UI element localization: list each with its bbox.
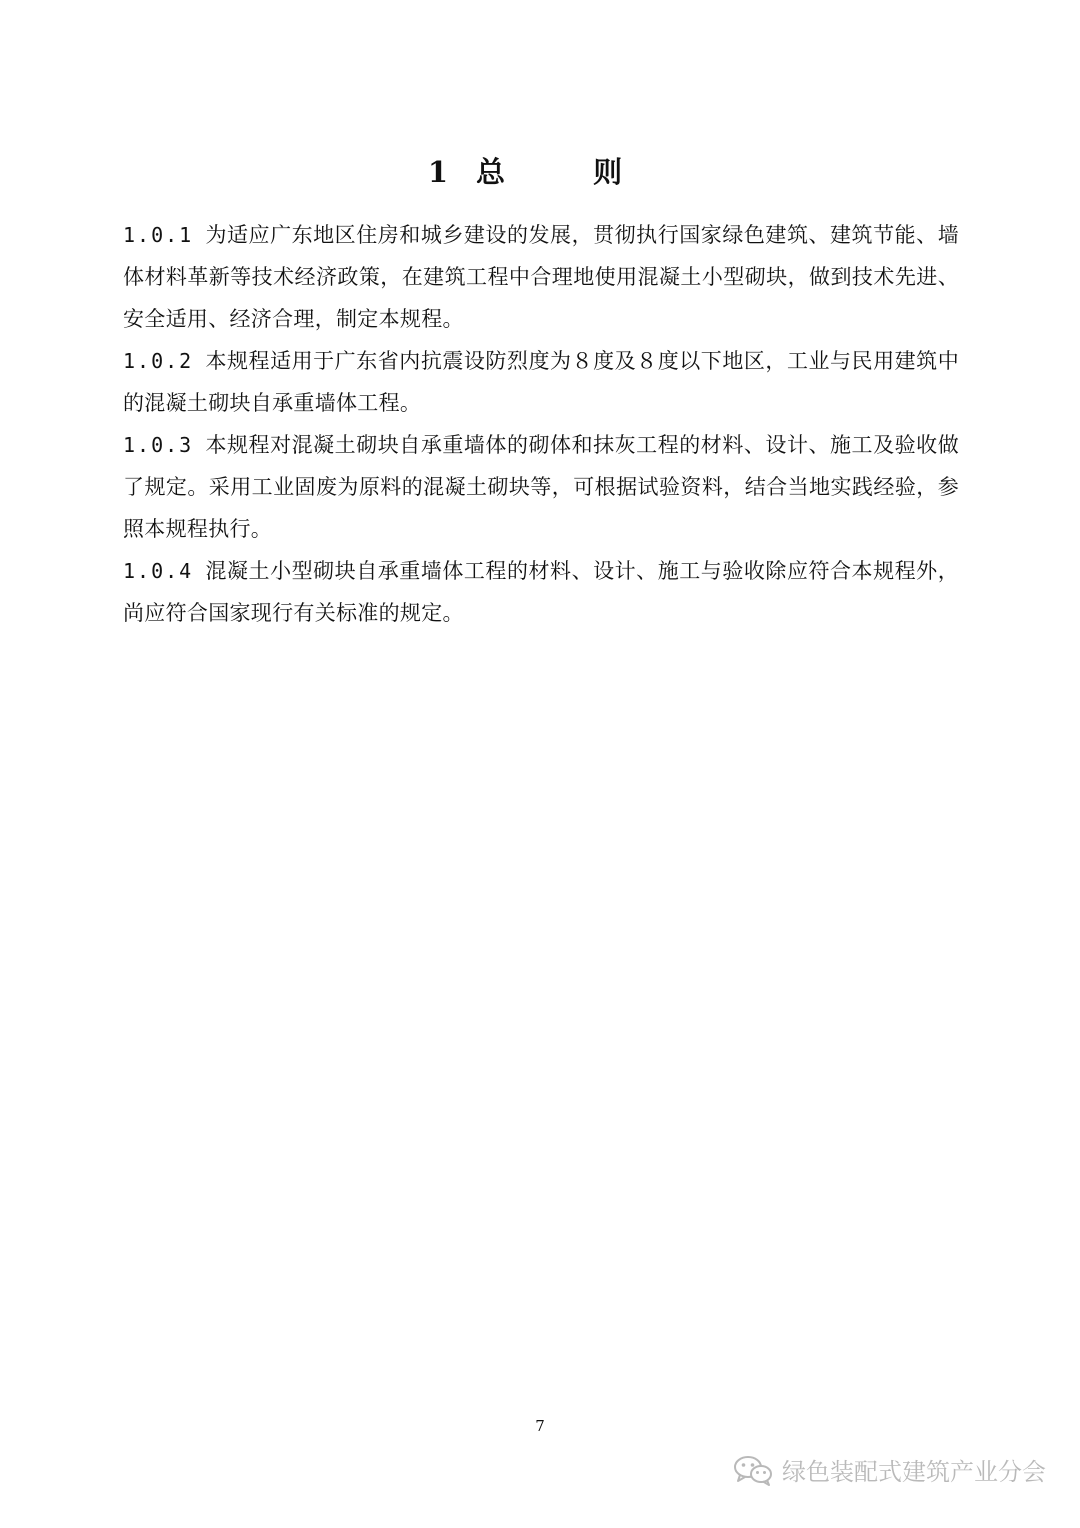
page-title <box>0 150 1080 191</box>
clause-1-0-2 <box>123 340 959 424</box>
watermark <box>732 1452 1046 1487</box>
page-number: 7 <box>535 1417 545 1435</box>
clause-number: 1.0.2 <box>123 349 194 373</box>
clause-text: 为适应广东地区住房和城乡建设的发展，贯彻执行国家绿色建筑、建筑节能、墙体材料革新等技术经济政策，在建筑工程中合理地使用混凝土小型砌块，做到技术先进、安全适用、经济合理，制定本规程。 <box>123 223 959 331</box>
clause-1-0-3 <box>123 424 959 550</box>
title-number: 1 <box>427 155 451 189</box>
title-text: 总 则 <box>476 155 653 189</box>
clause-text: 本规程适用于广东省内抗震设防烈度为８度及８度以下地区，工业与民用建筑中的混凝土砌块自承重墙体工程。 <box>123 349 959 415</box>
clause-text: 本规程对混凝土砌块自承重墙体的砌体和抹灰工程的材料、设计、施工及验收做了规定。采用工业固废为原料的混凝土砌块等，可根据试验资料，结合当地实践经验，参照本规程执行。 <box>123 433 959 541</box>
clause-text: 混凝土小型砌块自承重墙体工程的材料、设计、施工与验收除应符合本规程外，尚应符合国家现行有关标准的规定。 <box>123 559 959 625</box>
clause-1-0-4 <box>123 550 959 634</box>
watermark-text: 绿色装配式建筑产业分会 <box>782 1458 1046 1486</box>
wechat-icon <box>732 1454 774 1486</box>
clause-number: 1.0.3 <box>123 433 194 457</box>
clause-1-0-1 <box>123 214 959 340</box>
clause-number: 1.0.4 <box>123 559 194 583</box>
document-body <box>123 214 959 634</box>
clause-number: 1.0.1 <box>123 223 194 247</box>
